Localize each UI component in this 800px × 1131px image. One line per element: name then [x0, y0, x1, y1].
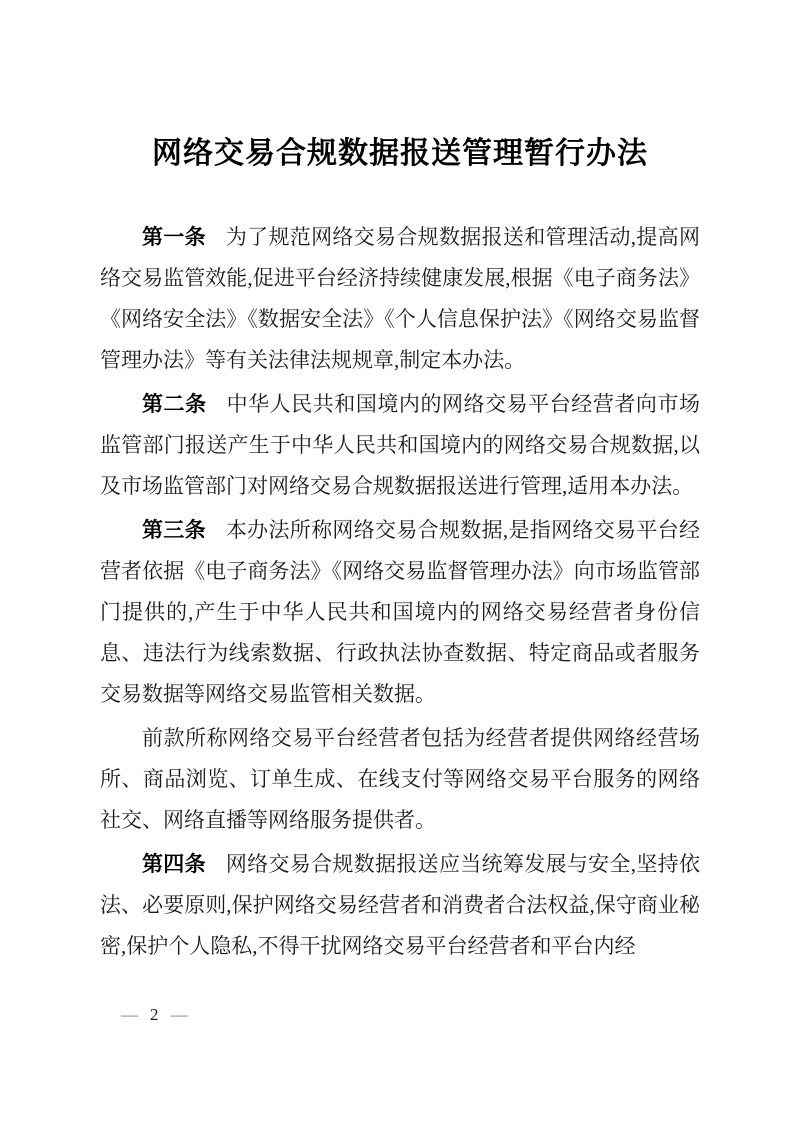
- article-label: 第四条: [142, 853, 206, 876]
- paragraph: [100, 510, 700, 715]
- paragraph-text: 本办法所称网络交易合规数据,是指网络交易平台经营者依据《电子商务法》《网络交易监督管理办法》向市场监管部门提供的,产生于中华人民共和国境内的网络交易经营者身份信息、违法行为线索数据、行政执法协查数据、特定商品或者服务交易数据等网络交易监管相关数据。: [100, 518, 700, 706]
- paragraph: [100, 384, 700, 507]
- paragraph: [100, 844, 700, 967]
- article-label: 第二条: [142, 393, 207, 416]
- paragraph: [100, 217, 700, 381]
- paragraph-text: 前款所称网络交易平台经营者包括为经营者提供网络经营场所、商品浏览、订单生成、在线支付等网络交易平台服务的网络社交、网络直播等网络服务提供者。: [100, 726, 700, 832]
- article-label: 第一条: [142, 226, 206, 249]
- paragraph: [100, 718, 700, 841]
- paragraph-text: 中华人民共和国境内的网络交易平台经营者向市场监管部门报送产生于中华人民共和国境内的网络交易合规数据,以及市场监管部门对网络交易合规数据报送进行管理,适用本办法。: [100, 392, 701, 498]
- page-footer: [121, 1003, 188, 1027]
- document-body: [100, 217, 700, 970]
- footer-dash-right: —: [170, 1005, 188, 1024]
- paragraph-text: 网络交易合规数据报送应当统筹发展与安全,坚持依法、必要原则,保护网络交易经营者和消费者合法权益,保守商业秘密,保护个人隐私,不得干扰网络交易平台经营者和平台内经: [100, 852, 700, 958]
- footer-page-number: 2: [150, 1005, 159, 1024]
- page-title: 网络交易合规数据报送管理暂行办法: [152, 137, 648, 170]
- paragraph-text: 为了规范网络交易合规数据报送和管理活动,提高网络交易监管效能,促进平台经济持续健康发展,根据《电子商务法》《网络安全法》《数据安全法》《个人信息保护法》《网络交易监督管理办法》等有关法律法规规章,制定本办法。: [100, 225, 700, 372]
- article-label: 第三条: [142, 519, 206, 542]
- footer-dash-left: —: [121, 1005, 138, 1024]
